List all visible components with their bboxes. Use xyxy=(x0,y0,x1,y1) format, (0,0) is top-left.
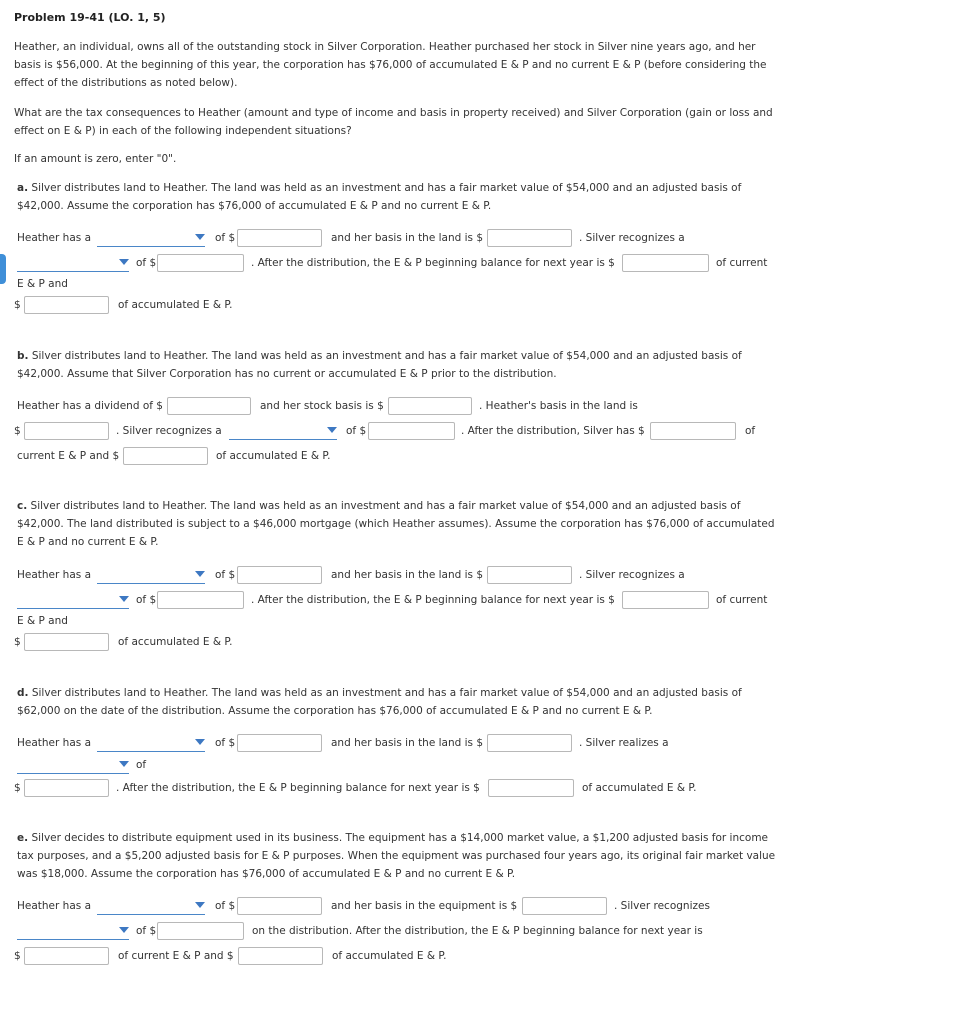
part-e-of-current-label: of current E & P and $ xyxy=(118,950,234,962)
part-c-gain-loss-dropdown[interactable] xyxy=(17,592,129,609)
part-a-gain-amount-input[interactable] xyxy=(157,254,244,272)
part-e-income-type-dropdown[interactable] xyxy=(97,898,205,915)
part-e-silver-recognizes-label: . Silver recognizes xyxy=(614,900,710,912)
part-c-accumulated-ep-input[interactable] xyxy=(24,633,109,651)
part-b-current-ep-label: current E & P and $ xyxy=(17,450,120,462)
part-a-basis-label: and her basis in the land is $ xyxy=(331,232,484,244)
part-b-dollar-label: $ xyxy=(14,425,21,437)
part-c-gain-amount-input[interactable] xyxy=(157,591,244,609)
chevron-down-icon xyxy=(195,571,205,577)
part-d-after-label: . After the distribution, the E & P beginning balance for next year is $ xyxy=(116,782,480,794)
part-d-heather-has-label: Heather has a xyxy=(17,737,92,749)
part-e-of-label-2: of $ xyxy=(136,925,157,937)
part-e-of-accumulated-label: of accumulated E & P. xyxy=(332,950,447,962)
part-d-of-label-2: of xyxy=(136,759,147,771)
part-d-accumulated-ep-input[interactable] xyxy=(488,779,574,797)
part-c-silver-recognizes-label: . Silver recognizes a xyxy=(579,569,685,581)
part-a-income-amount-input[interactable] xyxy=(237,229,322,247)
part-a-heather-has-label: Heather has a xyxy=(17,232,92,244)
part-a-dollar-label: $ xyxy=(14,299,21,311)
part-b-land-basis-label: . Heather's basis in the land is xyxy=(479,400,638,412)
part-d-gain-loss-dropdown[interactable] xyxy=(17,757,129,774)
part-e-accumulated-ep-input[interactable] xyxy=(238,947,323,965)
part-b-current-ep-input[interactable] xyxy=(650,422,736,440)
part-a-income-type-dropdown[interactable] xyxy=(97,230,205,247)
part-d-of-label: of $ xyxy=(215,737,236,749)
part-b-stock-basis-input[interactable] xyxy=(388,397,472,415)
problem-question: What are the tax consequences to Heather (amount and type of income and basis in property received) and Silver Corporation (gain or loss and effect on E & P) in each of the following independent situations? xyxy=(14,107,773,137)
part-a-after-label: . After the distribution, the E & P beginning balance for next year is $ xyxy=(251,257,615,269)
part-a-gain-loss-dropdown[interactable] xyxy=(17,255,129,272)
part-a-of-label-2: of $ xyxy=(136,257,157,269)
part-b-after-label: . After the distribution, Silver has $ xyxy=(461,425,645,437)
part-b-of-label: of $ xyxy=(346,425,367,437)
part-d-basis-label: and her basis in the land is $ xyxy=(331,737,484,749)
part-b-text: b. Silver distributes land to Heather. The land was held as an investment and has a fair market value of $54,000 and an adjusted basis of $42,000. Assume that Silver Corporation has no current or accumulated E & P prior to the distribution. xyxy=(17,350,742,380)
chevron-down-icon xyxy=(195,234,205,240)
part-c-of-label: of $ xyxy=(215,569,236,581)
part-c-basis-label: and her basis in the land is $ xyxy=(331,569,484,581)
part-b-stock-basis-label: and her stock basis is $ xyxy=(260,400,384,412)
part-d-of-accumulated-label: of accumulated E & P. xyxy=(582,782,697,794)
part-a-land-basis-input[interactable] xyxy=(487,229,572,247)
part-d-land-basis-input[interactable] xyxy=(487,734,572,752)
part-e-gain-loss-dropdown[interactable] xyxy=(17,923,129,940)
part-a-current-ep-input[interactable] xyxy=(622,254,709,272)
part-b-accumulated-ep-input[interactable] xyxy=(123,447,208,465)
part-c-of-current-label: of current xyxy=(716,594,768,606)
chevron-down-icon xyxy=(119,596,129,602)
part-e-of-label: of $ xyxy=(215,900,236,912)
side-indicator xyxy=(0,254,6,284)
part-a-of-current-label: of current xyxy=(716,257,768,269)
part-d-loss-amount-input[interactable] xyxy=(24,779,109,797)
chevron-down-icon xyxy=(119,927,129,933)
part-a-of-accumulated-label: of accumulated E & P. xyxy=(118,299,233,311)
part-d-income-type-dropdown[interactable] xyxy=(97,735,205,752)
part-d-text: d. Silver distributes land to Heather. The land was held as an investment and has a fair market value of $54,000 and an adjusted basis of $62,000 on the date of the distribution. Assume the corporation has $76,000 of accumulated E & P and no current E & P. xyxy=(17,687,742,717)
chevron-down-icon xyxy=(119,761,129,767)
part-e-current-ep-input[interactable] xyxy=(24,947,109,965)
part-c-ep-and-label: E & P and xyxy=(17,615,68,627)
part-e-gain-amount-input[interactable] xyxy=(157,922,244,940)
part-c-heather-has-label: Heather has a xyxy=(17,569,92,581)
part-e-dollar-label: $ xyxy=(14,950,21,962)
part-e-on-distribution-label: on the distribution. After the distribution, the E & P beginning balance for next year is xyxy=(252,925,703,937)
part-a-ep-and-label: E & P and xyxy=(17,278,68,290)
part-e-basis-label: and her basis in the equipment is $ xyxy=(331,900,518,912)
chevron-down-icon xyxy=(195,739,205,745)
part-c-after-label: . After the distribution, the E & P beginning balance for next year is $ xyxy=(251,594,615,606)
part-b-of-accumulated-label: of accumulated E & P. xyxy=(216,450,331,462)
part-c-text: c. Silver distributes land to Heather. The land was held as an investment and has a fair market value of $54,000 and an adjusted basis of $42,000. The land distributed is subject to a $46,000 mortgage (which Heather assumes). Assume the corporation has $76,000 of accumulated E & P and no current E & P. xyxy=(17,500,775,548)
part-d-income-amount-input[interactable] xyxy=(237,734,322,752)
part-e-income-amount-input[interactable] xyxy=(237,897,322,915)
problem-intro: Heather, an individual, owns all of the outstanding stock in Silver Corporation. Heather purchased her stock in Silver nine years ago, and her basis is $56,000. At the beginning of this year, the corporation has $76,000 of accumulated E & P and no current E & P (before considering the effect of the distributions as noted below). xyxy=(14,41,767,89)
part-b-dividend-label: Heather has a dividend of $ xyxy=(17,400,163,412)
chevron-down-icon xyxy=(119,259,129,265)
chevron-down-icon xyxy=(195,902,205,908)
part-a-of-label: of $ xyxy=(215,232,236,244)
part-d-dollar-label: $ xyxy=(14,782,21,794)
part-e-equipment-basis-input[interactable] xyxy=(522,897,607,915)
part-b-gain-loss-dropdown[interactable] xyxy=(229,423,337,440)
part-d-silver-realizes-label: . Silver realizes a xyxy=(579,737,669,749)
part-c-current-ep-input[interactable] xyxy=(622,591,709,609)
part-c-dollar-label: $ xyxy=(14,636,21,648)
part-c-income-type-dropdown[interactable] xyxy=(97,567,205,584)
part-a-text: a. Silver distributes land to Heather. The land was held as an investment and has a fair market value of $54,000 and an adjusted basis of $42,000. Assume the corporation has $76,000 of accumulated E & P and no current E & P. xyxy=(17,182,742,212)
part-a-silver-recognizes-label: . Silver recognizes a xyxy=(579,232,685,244)
zero-note: If an amount is zero, enter "0". xyxy=(14,153,177,165)
part-a-accumulated-ep-input[interactable] xyxy=(24,296,109,314)
part-b-silver-recognizes-label: . Silver recognizes a xyxy=(116,425,222,437)
part-c-income-amount-input[interactable] xyxy=(237,566,322,584)
part-b-dividend-input[interactable] xyxy=(167,397,251,415)
part-b-of-label-2: of xyxy=(745,425,756,437)
part-e-text: e. Silver decides to distribute equipment used in its business. The equipment has a $14,000 market value, a $1,200 adjusted basis for income tax purposes, and a $5,200 adjusted basis for E & P purposes. When the equipment was purchased four years ago, its original fair market value was $18,000. Assume the corporation has $76,000 of accumulated E & P and no current E & P. xyxy=(17,832,776,880)
part-e-heather-has-label: Heather has a xyxy=(17,900,92,912)
chevron-down-icon xyxy=(327,427,337,433)
part-c-land-basis-input[interactable] xyxy=(487,566,572,584)
part-b-gain-amount-input[interactable] xyxy=(368,422,455,440)
problem-title: Problem 19-41 (LO. 1, 5) xyxy=(14,11,166,24)
part-c-of-accumulated-label: of accumulated E & P. xyxy=(118,636,233,648)
part-c-of-label-2: of $ xyxy=(136,594,157,606)
part-b-land-basis-input[interactable] xyxy=(24,422,109,440)
